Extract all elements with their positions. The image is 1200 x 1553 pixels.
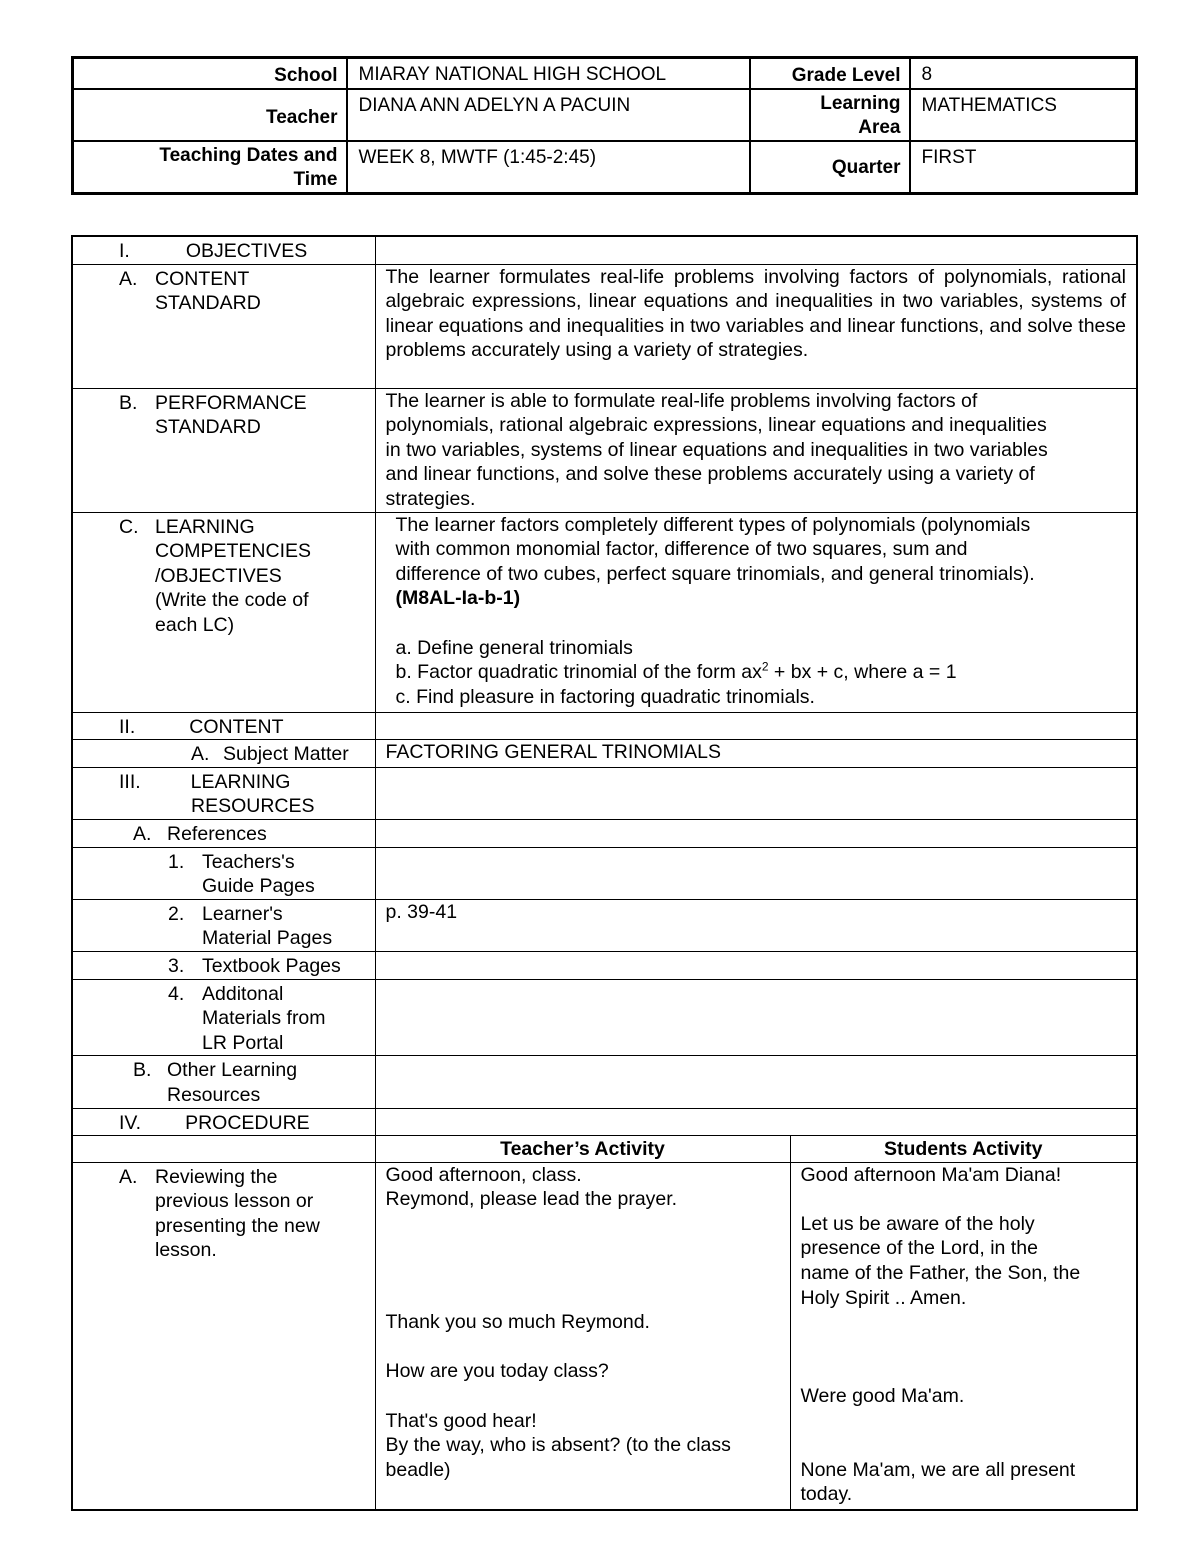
subject-matter-num: A. (191, 743, 210, 766)
teachers-guide-label-line2: Guide Pages (202, 875, 315, 898)
student-line: Let us be aware of the holy (800, 1212, 1035, 1235)
objective-b-text: b. Factor quadratic trinomial of the form ax (395, 661, 762, 684)
quarter-label: Quarter (750, 141, 910, 194)
competencies-label-line2: COMPETENCIES (155, 540, 312, 563)
learning-area-label-line1: Learning (820, 92, 901, 114)
objectives-label: OBJECTIVES (185, 240, 308, 262)
header-table (71, 56, 1138, 195)
objective-a: a. Define general trinomials (395, 636, 633, 659)
references-label (72, 819, 375, 847)
objectives-num: I. (119, 240, 130, 262)
grade-level-value: 8 (910, 58, 1137, 89)
resources-value (375, 767, 1137, 819)
performance-standard-line: and linear functions, and solve these problems accurately using a variety of (385, 463, 1035, 486)
teaching-dates-label (73, 141, 347, 194)
competencies-line: difference of two cubes, perfect square trinomials, and general trinomials). (395, 562, 1035, 585)
performance-standard-label (72, 388, 375, 512)
teachers-guide-value (375, 847, 1137, 899)
performance-standard-label-line2: STANDARD (155, 416, 261, 439)
teacher-line: That's good hear! (385, 1409, 537, 1432)
competencies-label-line1: LEARNING (155, 515, 255, 538)
content-standard-label (72, 264, 375, 388)
school-value: MIARAY NATIONAL HIGH SCHOOL (347, 58, 750, 89)
review-label-line3: presenting the new (155, 1214, 320, 1237)
competencies-text (375, 512, 1137, 712)
procedure-row-label (72, 1108, 375, 1136)
competencies-label-line4: (Write the code of (155, 589, 309, 612)
review-num: A. (119, 1165, 138, 1188)
objective-b-text-end: + bx + c, where a = 1 (768, 661, 957, 684)
content-standard-label-line2: STANDARD (155, 292, 261, 315)
content-value (375, 712, 1137, 740)
additional-materials-label (72, 979, 375, 1056)
teacher-activity-header: Teacher’s Activity (375, 1136, 790, 1163)
additional-materials-label-line1: Additonal (202, 982, 284, 1005)
review-label-line4: lesson. (155, 1239, 217, 1262)
competencies-num: C. (119, 515, 139, 538)
student-line: Good afternoon Ma'am Diana! (800, 1163, 1062, 1186)
performance-standard-line: The learner is able to formulate real-life problems involving factors of (385, 389, 978, 412)
subject-matter-label-text: Subject Matter (223, 743, 349, 766)
student-line: name of the Father, the Son, the (800, 1262, 1081, 1285)
resources-label-line1: LEARNING (190, 770, 291, 793)
resources-num: III. (119, 770, 141, 793)
competencies-line: The learner factors completely different types of polynomials (polynomials (395, 513, 1031, 536)
competency-code: (M8AL-Ia-b-1) (395, 587, 521, 610)
learners-material-label-line2: Material Pages (202, 927, 333, 950)
learners-material-value: p. 39-41 (375, 899, 1137, 951)
textbook-num: 3. (168, 954, 185, 977)
other-resources-label-line1: Other Learning (167, 1059, 298, 1082)
teacher-activity-cell (375, 1162, 790, 1510)
objective-c: c. Find pleasure in factoring quadratic trinomials. (395, 685, 815, 708)
competencies-line: with common monomial factor, difference of two squares, sum and (395, 538, 968, 561)
other-resources-label-line2: Resources (167, 1083, 261, 1106)
review-label-line1: Reviewing the (155, 1165, 278, 1188)
content-row-label (72, 712, 375, 740)
competencies-label-line5: each LC) (155, 613, 235, 636)
teachers-guide-label (72, 847, 375, 899)
student-line: Holy Spirit .. Amen. (800, 1286, 967, 1309)
resources-label-line2: RESOURCES (191, 795, 315, 818)
student-line: today. (800, 1483, 853, 1506)
content-standard-label-line1: CONTENT (155, 267, 250, 290)
learners-material-label (72, 899, 375, 951)
learning-area-label-line2: Area (858, 116, 901, 138)
references-num: A. (133, 822, 152, 845)
performance-standard-line: polynomials, rational algebraic expressions, linear equations and inequalities (385, 414, 1047, 437)
performance-standard-text (375, 388, 1137, 512)
learning-area-value: MATHEMATICS (910, 89, 1137, 141)
student-line: None Ma'am, we are all present (800, 1458, 1076, 1481)
content-standard-num: A. (119, 267, 138, 290)
teachers-guide-num: 1. (168, 850, 185, 873)
teacher-line: beadle) (385, 1458, 451, 1481)
performance-standard-label-line1: PERFORMANCE (155, 391, 307, 414)
procedure-label: PROCEDURE (185, 1111, 310, 1134)
references-label-text: References (167, 822, 267, 845)
references-value (375, 819, 1137, 847)
competencies-label-line3: /OBJECTIVES (155, 564, 282, 587)
lesson-plan-table (71, 235, 1138, 1511)
student-line: Were good Ma'am. (800, 1385, 965, 1408)
student-line: presence of the Lord, in the (800, 1237, 1038, 1260)
grade-level-label: Grade Level (750, 58, 910, 89)
students-activity-cell (790, 1162, 1137, 1510)
teacher-label: Teacher (73, 89, 347, 141)
competencies-label (72, 512, 375, 712)
other-resources-label (72, 1056, 375, 1108)
activity-header-blank (72, 1136, 375, 1163)
additional-materials-label-line3: LR Portal (202, 1031, 284, 1054)
learning-area-label (750, 89, 910, 141)
learners-material-label-line1: Learner's (202, 902, 283, 925)
additional-materials-value (375, 979, 1137, 1056)
textbook-label (72, 951, 375, 979)
other-resources-value (375, 1056, 1137, 1108)
objectives-row-label (72, 236, 375, 264)
content-label: CONTENT (189, 715, 284, 738)
teacher-line: Reymond, please lead the prayer. (385, 1188, 678, 1211)
teacher-value: DIANA ANN ADELYN A PACUIN (347, 89, 750, 141)
performance-standard-line: in two variables, systems of linear equations and inequalities in two variables (385, 438, 1048, 461)
additional-materials-label-line2: Materials from (202, 1007, 326, 1030)
objective-b (396, 660, 1127, 685)
teacher-line: Good afternoon, class. (385, 1163, 582, 1186)
procedure-value (375, 1108, 1137, 1136)
teaching-dates-label-line2: Time (293, 168, 338, 190)
learners-material-num: 2. (168, 902, 185, 925)
teachers-guide-label-line1: Teachers's (202, 850, 295, 873)
subject-matter-label (72, 740, 375, 768)
resources-row-label (72, 767, 375, 819)
quarter-value: FIRST (910, 141, 1137, 194)
teaching-dates-label-line1: Teaching Dates and (159, 144, 338, 166)
additional-materials-num: 4. (168, 982, 185, 1005)
content-num: II. (119, 715, 136, 738)
procedure-num: IV. (119, 1111, 142, 1134)
other-resources-num: B. (133, 1059, 152, 1082)
school-label: School (73, 58, 347, 89)
teacher-line: Thank you so much Reymond. (385, 1311, 650, 1334)
objective-b-exponent: 2 (761, 659, 769, 674)
students-activity-header: Students Activity (790, 1136, 1137, 1163)
textbook-value (375, 951, 1137, 979)
textbook-label-text: Textbook Pages (202, 954, 341, 977)
performance-standard-num: B. (119, 391, 138, 414)
teacher-line: By the way, who is absent? (to the class (385, 1434, 731, 1457)
review-label-line2: previous lesson or (155, 1190, 314, 1213)
review-label (72, 1162, 375, 1510)
objectives-value (375, 236, 1137, 264)
content-standard-text: The learner formulates real-life problems involving factors of polynomials, rational algebraic expressions, linear equations and inequalities in two variables, systems of linear equations and inequalities in two variables and linear functions, and solve these problems accurately using a variety of strategies. (375, 264, 1137, 388)
teaching-dates-value: WEEK 8, MWTF (1:45-2:45) (347, 141, 750, 194)
subject-matter-value: FACTORING GENERAL TRINOMIALS (375, 740, 1137, 768)
performance-standard-line: strategies. (385, 487, 476, 510)
teacher-line: How are you today class? (385, 1360, 609, 1383)
